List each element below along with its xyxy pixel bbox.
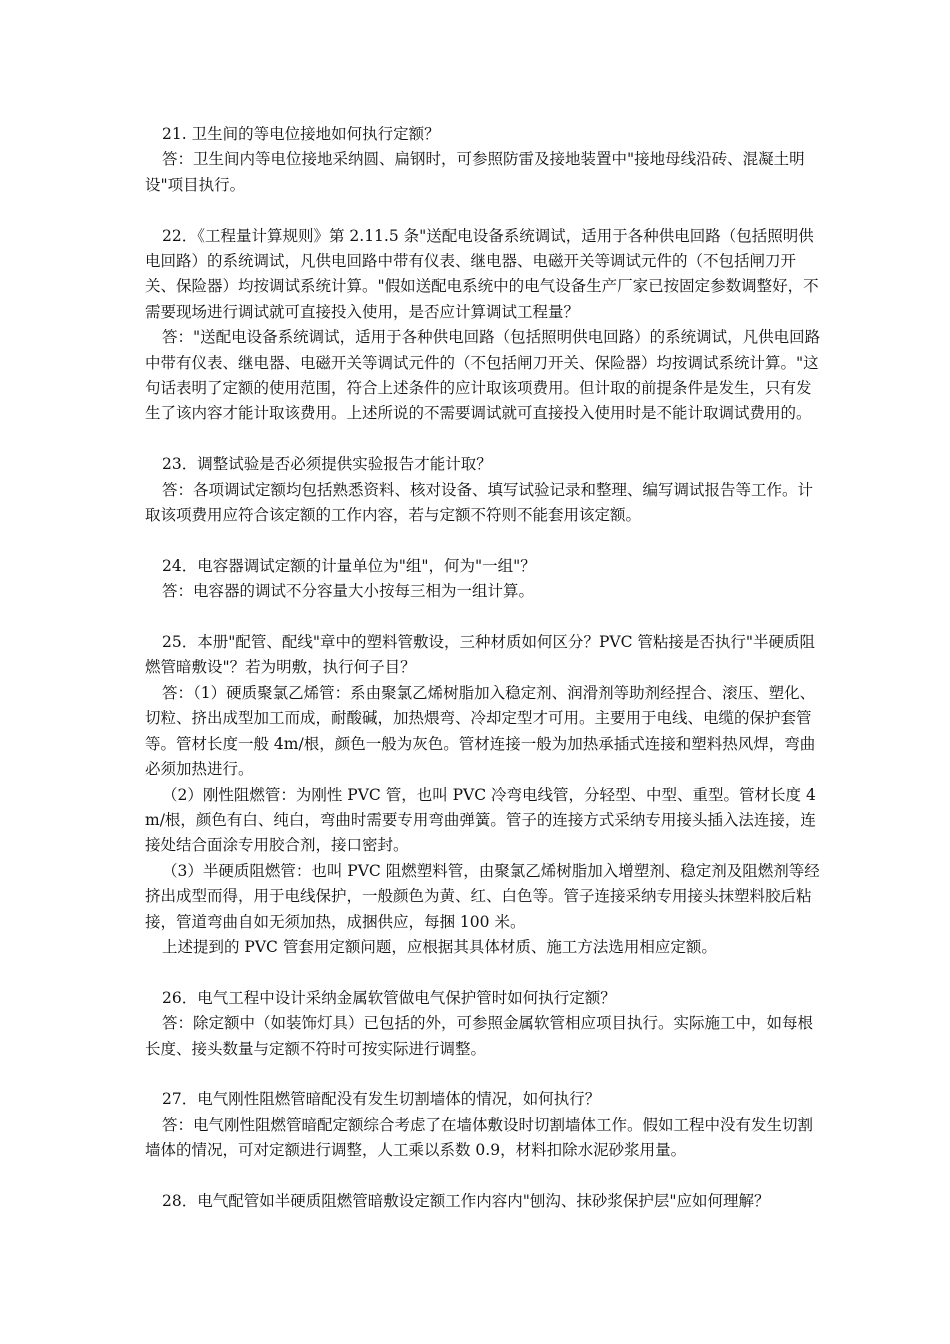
qa-item-25	[145, 630, 823, 960]
answer-text: 答：（1）硬质聚氯乙烯管：系由聚氯乙烯树脂加入稳定剂、润滑剂等助剂经捏合、滚压、塑化、切粒、挤出成型加工而成，耐酸碱，加热煨弯、冷却定型才可用。主要用于电线、电缆的保护套管等。管材长度一般 4m/根，颜色一般为灰色。管材连接一般为加热承插式连接和塑料热风焊，弯曲必须加热进行。	[145, 683, 816, 779]
qa-item-24	[145, 554, 823, 605]
answer-text: 上述提到的 PVC 管套用定额问题，应根据其具体材质、施工方法选用相应定额。	[162, 937, 717, 956]
answer-text: 答：电气刚性阻燃管暗配定额综合考虑了在墙体敷设时切割墙体工作。假如工程中没有发生切割墙体的情况，可对定额进行调整，人工乘以系数 0.9，材料扣除水泥砂浆用量。	[145, 1115, 814, 1160]
question-text: 28．电气配管如半硬质阻燃管暗敷设定额工作内容内"刨沟、抹砂浆保护层"应如何理解？	[162, 1191, 770, 1210]
answer-text: 答：卫生间内等电位接地采纳圆、扁钢时，可参照防雷及接地装置中"接地母线沿砖、混凝土明设"项目执行。	[145, 150, 805, 194]
qa-list	[145, 122, 823, 1240]
question-text: 22．《工程量计算规则》第 2.11.5 条"送配电设备系统调试，适用于各种供电回路（包括照明供电回路）的系统调试，凡供电回路中带有仪表、继电器、电磁开关等调试元件的（不包括闸刀开关、保险器）均按调试系统计算。"假如送配电系统中的电气设备生产厂家已按固定参数调整好，不需要现场进行调试就可直接投入使用，是否应计算调试工程量？	[145, 226, 819, 321]
question-text: 21. 卫生间的等电位接地如何执行定额？	[162, 125, 440, 143]
qa-item-27	[145, 1087, 823, 1163]
question-text: 24．电容器调试定额的计量单位为"组"，何为"一组"？	[162, 556, 536, 575]
qa-item-26	[145, 986, 823, 1062]
answer-text: （2）刚性阻燃管：为刚性 PVC 管，也叫 PVC 冷弯电线管，分轻型、中型、重型。管材长度 4m/根，颜色有白、纯白，弯曲时需要专用弯曲弹簧。管子的连接方式采纳专用接头插入法连接，连接处结合面涂专用胶合剂，接口密封。	[145, 785, 816, 855]
answer-text: 答："送配电设备系统调试，适用于各种供电回路（包括照明供电回路）的系统调试，凡供电回路中带有仪表、继电器、电磁开关等调试元件的（不包括闸刀开关、保险器）均按调试系统计算。"这句话表明了定额的使用范围，符合上述条件的应计取该项费用。但计取的前提条件是发生，只有发生了该内容才能计取该费用。上述所说的不需要调试就可直接投入使用时是不能计取调试费用的。	[145, 328, 821, 423]
question-text: 25．本册"配管、配线"章中的塑料管敷设，三种材质如何区分？PVC 管粘接是否执行"半硬质阻燃管暗敷设"？若为明敷，执行何子目？	[145, 633, 816, 677]
qa-item-21	[145, 122, 823, 198]
answer-text: 答：除定额中（如装饰灯具）已包括的外，可参照金属软管相应项目执行。实际施工中，如每根长度、接头数量与定额不符时可按实际进行调整。	[145, 1014, 814, 1058]
qa-item-22	[145, 224, 823, 427]
answer-text: 答：各项调试定额均包括熟悉资料、核对设备、填写试验记录和整理、编写调试报告等工作。计取该项费用应符合该定额的工作内容，若与定额不符则不能套用该定额。	[145, 480, 814, 525]
question-text: 23．调整试验是否必须提供实验报告才能计取？	[162, 455, 492, 474]
question-text: 26．电气工程中设计采纳金属软管做电气保护管时如何执行定额？	[162, 988, 616, 1007]
question-text: 27．电气刚性阻燃管暗配没有发生切割墙体的情况，如何执行？	[162, 1090, 601, 1109]
answer-text: 答：电容器的调试不分容量大小按每三相为一组计算。	[162, 582, 535, 601]
qa-item-23	[145, 452, 823, 528]
qa-item-28	[145, 1189, 823, 1214]
answer-text: （3）半硬质阻燃管：也叫 PVC 阻燃塑料管，由聚氯乙烯树脂加入增塑剂、稳定剂及阻燃剂等经挤出成型而得，用于电线保护，一般颜色为黄、红、白色等。管子连接采纳专用接头抹塑料胶后粘接，管道弯曲自如无须加热，成捆供应，每捆 100 米。	[145, 861, 820, 931]
